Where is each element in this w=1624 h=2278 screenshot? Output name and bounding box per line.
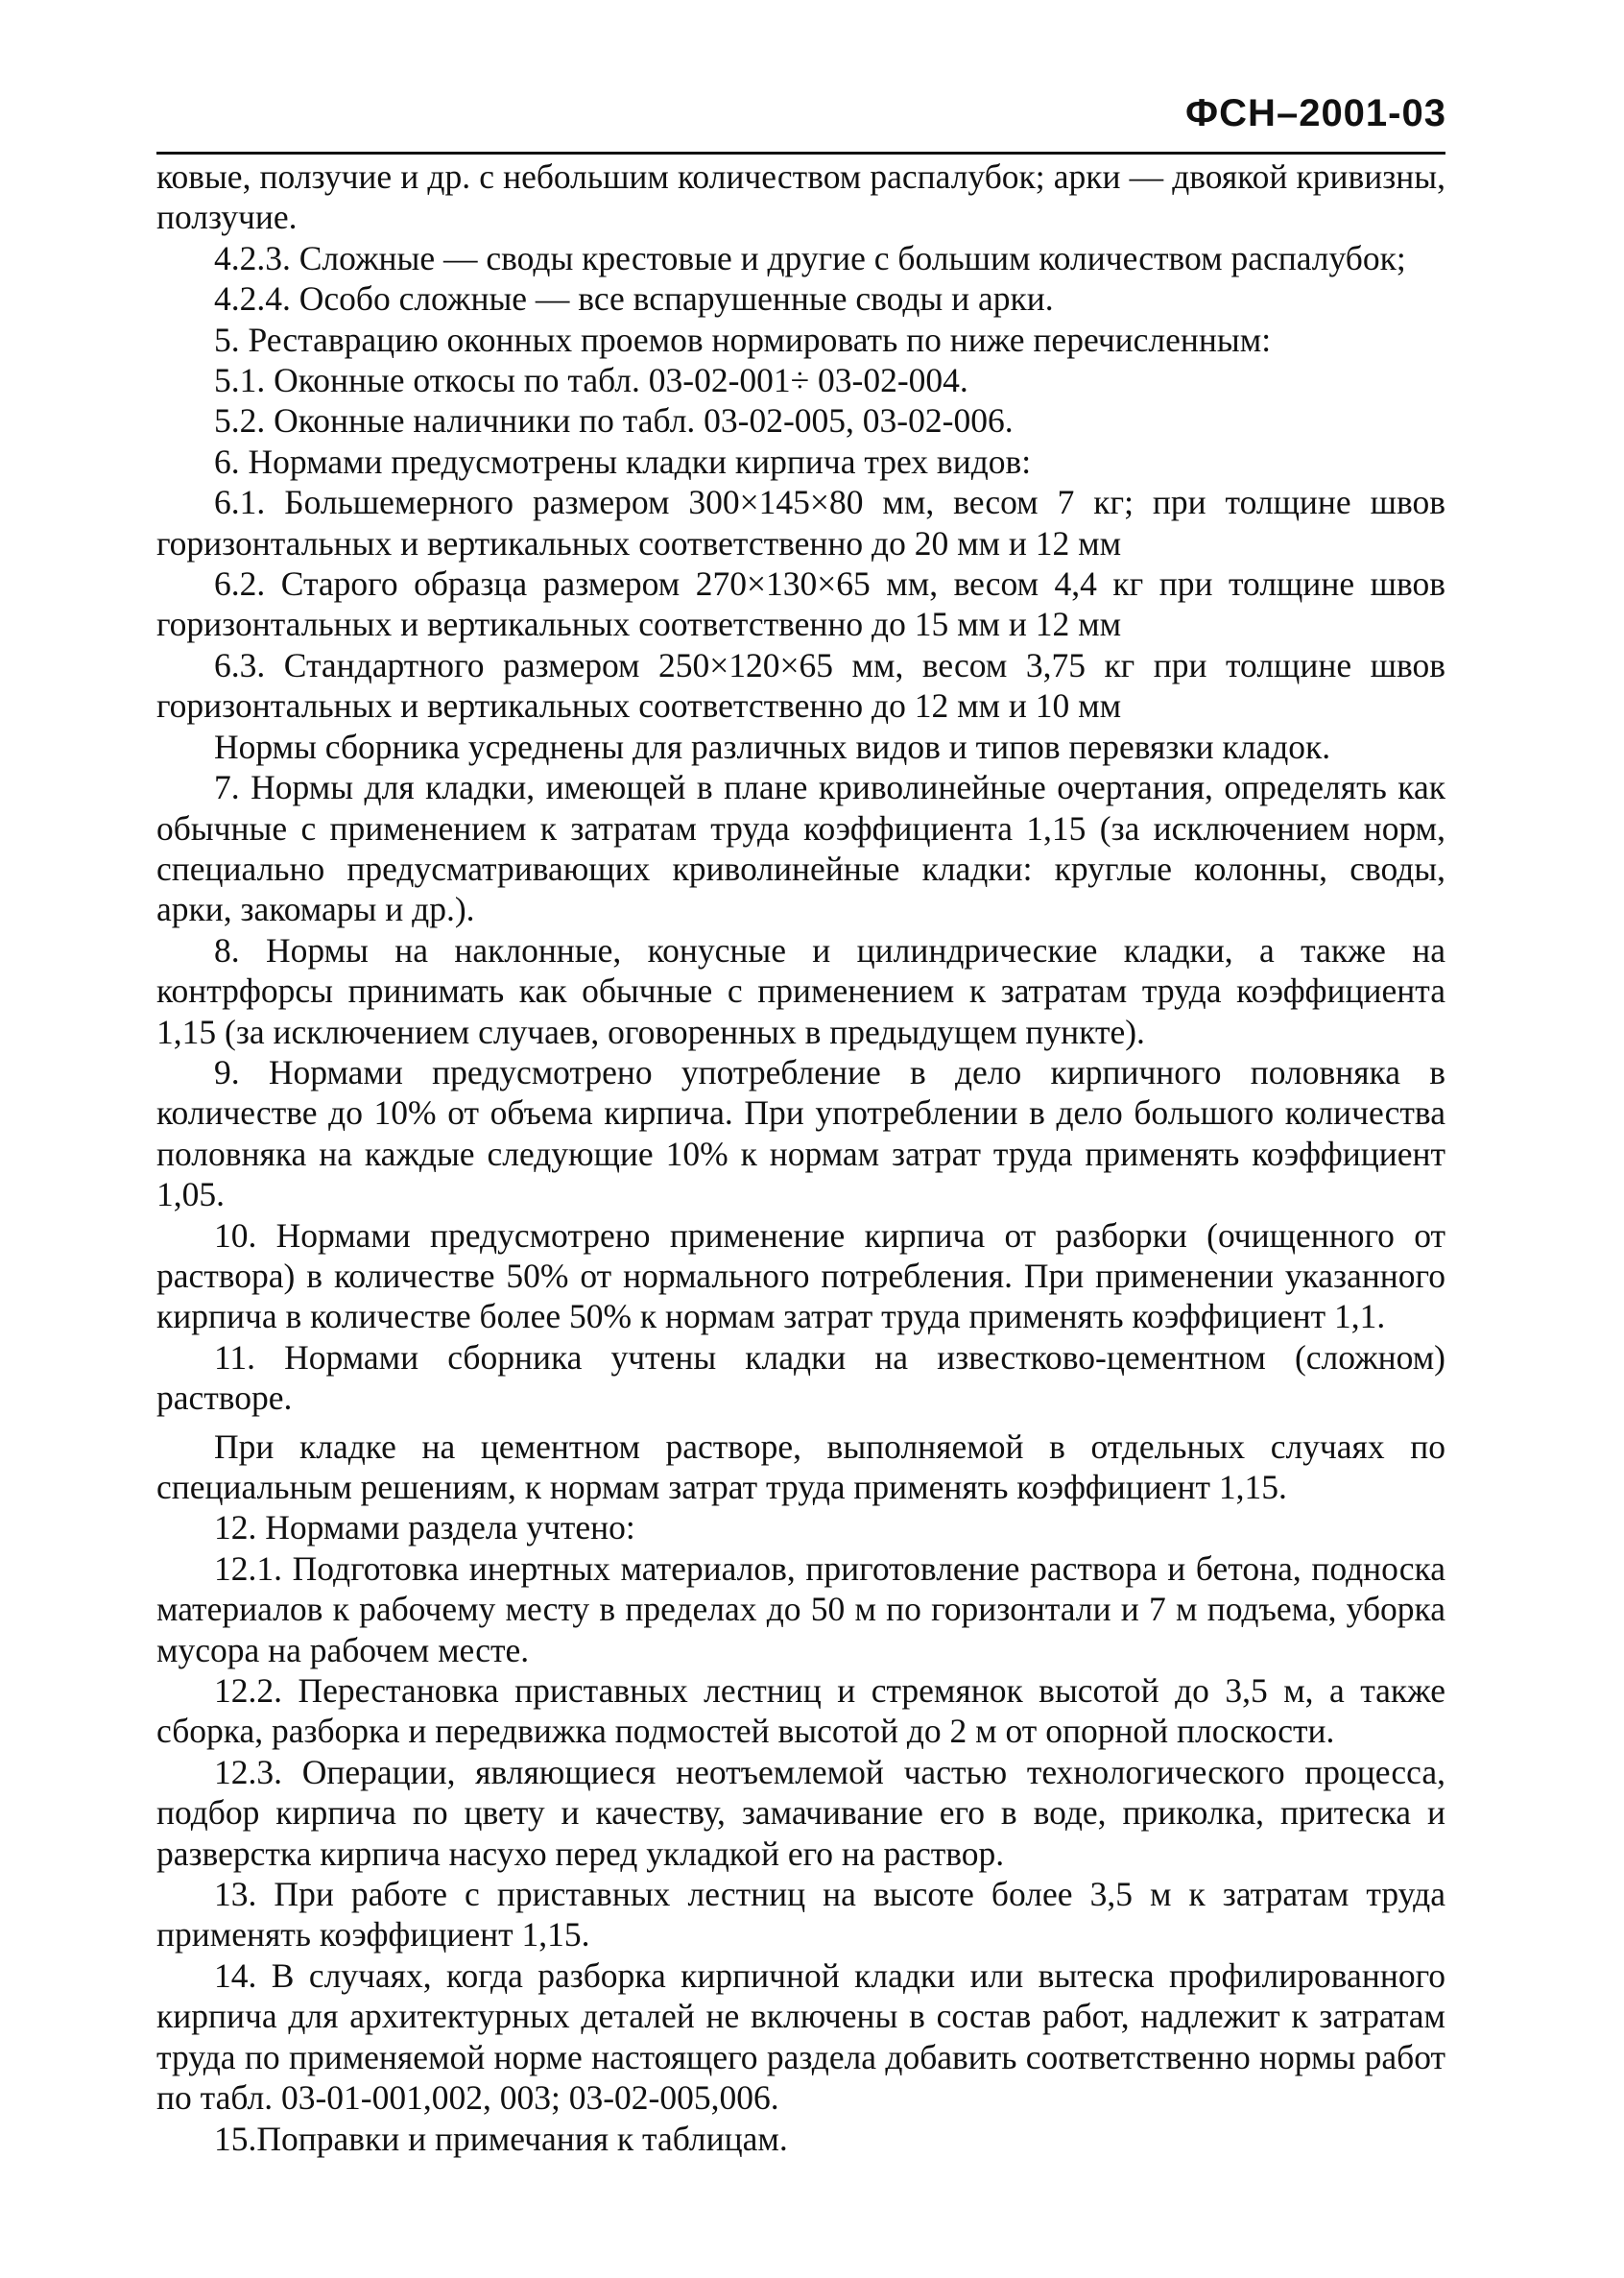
document-code: ФСН–2001-03 bbox=[1185, 92, 1446, 134]
paragraph: 6.2. Старого образца размером 270×130×65 мм, весом 4,4 кг при толщине швов горизонтальных и вертикальных соответственно до 15 мм и 12 мм bbox=[156, 564, 1445, 644]
paragraph: 12.1. Подготовка инертных материалов, приготовление раствора и бетона, подноска материалов к рабочему месту в пределах до 50 м по горизонтали и 7 м подъема, уборка мусора на рабочем месте. bbox=[156, 1548, 1445, 1669]
header-rule bbox=[156, 152, 1445, 155]
paragraph: 14. В случаях, когда разборка кирпичной кладки или вытеска профилированного кирпича для архитектурных деталей не включены в состав работ, надлежит к затратам труда по применяемой норме настоящего раздела добавить соответственно нормы работ по табл. 03-01-001,002, 003; 03-02-005,006. bbox=[156, 1955, 1445, 2118]
paragraph: 5.2. Оконные наличники по табл. 03-02-005, 03-02-006. bbox=[214, 401, 1014, 441]
paragraph: 12. Нормами раздела учтено: bbox=[214, 1508, 635, 1547]
paragraph: 7. Нормы для кладки, имеющей в плане криволинейные очертания, определять как обычные с применением к затратам труда коэффициента 1,15 (за исключением норм, специально предусматривающих криволинейные кладки: круглые колонны, своды, арки, закомары и др.). bbox=[156, 768, 1445, 929]
paragraph: 10. Нормами предусмотрено применение кирпича от разборки (очищенного от раствора) в количестве 50% от нормального потребления. При применении указанного кирпича в количестве более 50% к нормам затрат труда применять коэффициент 1,1. bbox=[156, 1215, 1445, 1336]
paragraph: ковые, ползучие и др. с небольшим количеством распалубок; арки — двоякой кривизны, ползучие. bbox=[156, 157, 1445, 237]
paragraph: Нормы сборника усреднены для различных видов и типов перевязки кладок. bbox=[214, 727, 1331, 766]
paragraph: 13. При работе с приставных лестниц на высоте более 3,5 м к затратам труда применять коэффициент 1,15. bbox=[156, 1875, 1445, 1954]
paragraph: При кладке на цементном растворе, выполняемой в отдельных случаях по специальным решениям, к нормам затрат труда применять коэффициент 1,15. bbox=[156, 1427, 1445, 1506]
paragraph: 8. Нормы на наклонные, конусные и цилиндрические кладки, а также на контрфорсы принимать как обычные с применением к затратам труда коэффициента 1,15 (за исключением случаев, оговоренных в предыдущем пункте). bbox=[156, 930, 1445, 1051]
paragraph: 12.3. Операции, являющиеся неотъемлемой частью технологического процесса, подбор кирпича по цвету и качеству, замачивание его в воде, приколка, притеска и разверстка кирпича насухо перед укладкой его на раствор. bbox=[156, 1752, 1445, 1873]
paragraph: 15.Поправки и примечания к таблицам. bbox=[214, 2119, 788, 2158]
paragraph: 11. Нормами сборника учтены кладки на известково-цементном (сложном) растворе. bbox=[156, 1337, 1445, 1418]
paragraph: 5.1. Оконные откосы по табл. 03-02-001÷ 03-02-004. bbox=[214, 361, 968, 400]
paragraph: 4.2.3. Сложные — своды крестовые и другие с большим количеством распалубок; bbox=[214, 238, 1406, 277]
paragraph: 9. Нормами предусмотрено употребление в дело кирпичного половняка в количестве до 10% от объема кирпича. При употреблении в дело большого количества половняка на каждые следующие 10% к нормам затрат труда применять коэффициент 1,05. bbox=[156, 1052, 1445, 1214]
paragraph: 12.2. Перестановка приставных лестниц и стремянок высотой до 3,5 м, а также сборка, разборка и передвижка подмостей высотой до 2 м от опорной плоскости. bbox=[156, 1671, 1445, 1751]
paragraph: 4.2.4. Особо сложные — все вспарушенные своды и арки. bbox=[214, 279, 1054, 319]
paragraph: 6.3. Стандартного размером 250×120×65 мм, весом 3,75 кг при толщине швов горизонтальных и вертикальных соответственно до 12 мм и 10 мм bbox=[156, 645, 1445, 726]
paragraph: 6.1. Большемерного размером 300×145×80 мм, весом 7 кг; при толщине швов горизонтальных и вертикальных соответственно до 20 мм и 12 мм bbox=[156, 483, 1445, 563]
paragraph: 6. Нормами предусмотрены кладки кирпича трех видов: bbox=[214, 442, 1032, 481]
document-body bbox=[156, 156, 1445, 2159]
paragraph: 5. Реставрацию оконных проемов нормировать по ниже перечисленным: bbox=[214, 320, 1272, 359]
